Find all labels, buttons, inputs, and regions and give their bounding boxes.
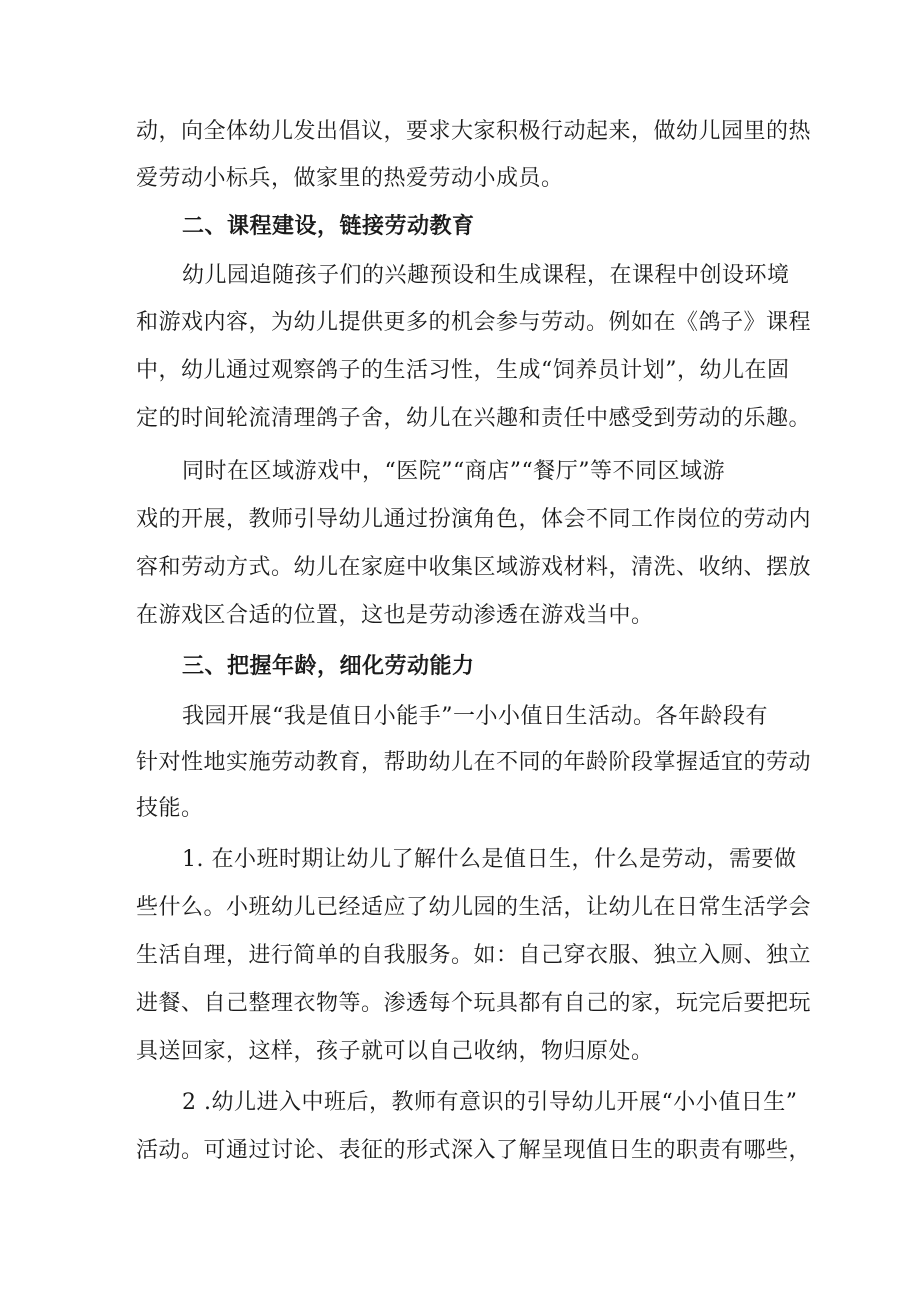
- paragraph-line: 我园开展“我是值日小能手”一小小值日生活动。各年龄段有: [182, 704, 768, 729]
- paragraph-line: 进餐、自己整理衣物等。渗透每个玩具都有自己的家，玩完后要把玩: [136, 991, 812, 1016]
- paragraph-line: 活动。可通过讨论、表征的形式深入了解呈现值日生的职责有哪些，: [136, 1138, 812, 1163]
- paragraph-line: 具送回家，这样，孩子就可以自己收纳，物归原处。: [136, 1039, 654, 1064]
- paragraph-line: 定的时间轮流清理鸽子舍，幼儿在兴趣和责任中感受到劳动的乐趣。: [136, 406, 812, 431]
- paragraph-line: 同时在区域游戏中，“医院”“商店”“餐厅”等不同区域游: [182, 459, 725, 484]
- list-item-2-line: 2 .幼儿进入中班后，教师有意识的引导幼儿开展“小小值日生”: [182, 1090, 798, 1115]
- paragraph-line: 在游戏区合适的位置，这也是劳动渗透在游戏当中。: [136, 603, 654, 628]
- paragraph-line: 些什么。小班幼儿已经适应了幼儿园的生活，让幼儿在日常生活学会: [136, 895, 812, 920]
- paragraph-line: 动，向全体幼儿发出倡议，要求大家积极行动起来，做幼儿园里的热: [136, 119, 812, 144]
- paragraph-line: 中，幼儿通过观察鸽子的生活习性，生成“饲养员计划”，幼儿在固: [136, 358, 790, 383]
- paragraph-line: 幼儿园追随孩子们的兴趣预设和生成课程，在课程中创设环境: [182, 263, 790, 288]
- paragraph-line: 爱劳动小标兵，做家里的热爱劳动小成员。: [136, 166, 564, 191]
- paragraph-line: 生活自理，进行简单的自我服务。如：自己穿衣服、独立入厕、独立: [136, 943, 812, 968]
- paragraph-line: 针对性地实施劳动教育，帮助幼儿在不同的年龄阶段掌握适宜的劳动: [136, 750, 812, 775]
- paragraph-line: 和游戏内容，为幼儿提供更多的机会参与劳动。例如在《鸽子》课程: [136, 310, 812, 335]
- section-heading-3: 三、把握年龄，细化劳动能力: [182, 654, 475, 679]
- section-heading-2: 二、课程建设，链接劳动教育: [182, 214, 475, 239]
- paragraph-line: 容和劳动方式。幼儿在家庭中收集区域游戏材料，清洗、收纳、摆放: [136, 555, 812, 580]
- paragraph-line: 戏的开展，教师引导幼儿通过扮演角色，体会不同工作岗位的劳动内: [136, 507, 812, 532]
- list-item-1-line: 1. 在小班时期让幼儿了解什么是值日生，什么是劳动，需要做: [182, 847, 797, 872]
- paragraph-line: 技能。: [136, 796, 204, 821]
